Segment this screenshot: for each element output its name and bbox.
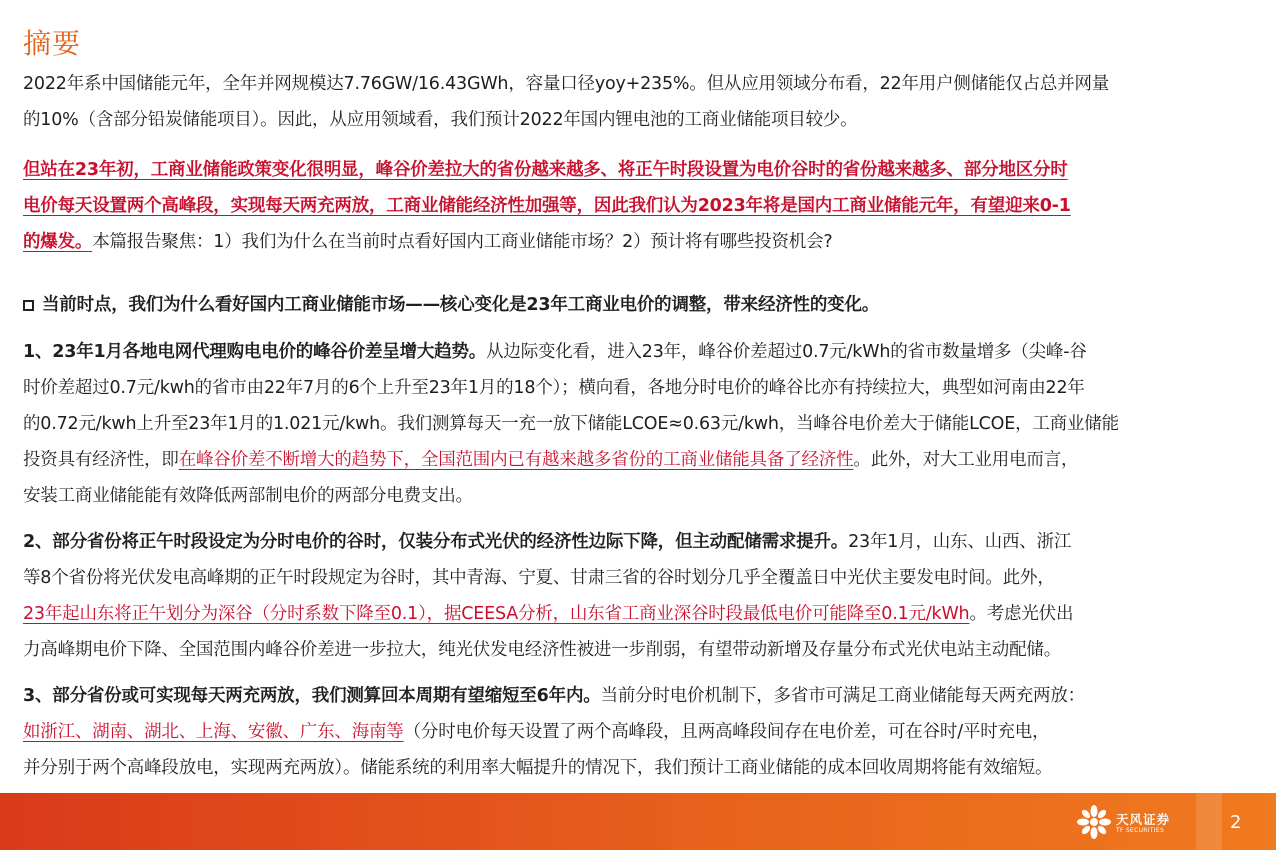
point-3-highlight: 如浙江、湖南、湖北、上海、安徽、广东、海南等 — [23, 722, 404, 742]
point-1-highlight: 在峰谷价差不断增大的趋势下，全国范围内已有越来越多省份的工商业储能具备了经济性 — [178, 450, 854, 470]
highlight-red-end: 的爆发。 — [23, 232, 93, 252]
logo-en-text: TF SECURITIES — [1116, 827, 1165, 834]
point-1-text-pre: 投资具有经济性，即 — [23, 450, 179, 470]
point-2-text-post: 。考虑光伏出 — [969, 604, 1074, 624]
point-3-line-2 — [23, 714, 1255, 750]
company-logo — [1076, 804, 1196, 842]
highlight-line-2: 电价每天设置两个高峰段，实现每天两充两放，工商业储能经济性加强等，因此我们认为2023年将是国内工商业储能元年，有望迎来0-1 — [23, 196, 1071, 216]
section-heading-text: 当前时点，我们为什么看好国内工商业储能市场——核心变化是23年工商业电价的调整，带来经济性的变化。 — [42, 295, 880, 315]
point-1-line-4 — [23, 442, 1255, 478]
page-number: 2 — [1230, 812, 1242, 833]
point-1-text: 从边际变化看，进入23年，峰谷价差超过0.7元/kWh的省市数量增多（尖峰-谷 — [486, 342, 1087, 362]
point-1-line-2: 时价差超过0.7元/kwh的省市由22年7月的6个上升至23年1月的18个）；横向看，各地分时电价的峰谷比亦有持续拉大，典型如河南由22年 — [23, 378, 1085, 398]
highlight-line-3 — [23, 224, 1255, 260]
point-3-heading: 3、部分省份或可实现每天两充两放，我们测算回本周期有望缩短至6年内。 — [23, 686, 601, 706]
point-2-line-3 — [23, 596, 1255, 632]
point-2-line-4: 力高峰期电价下降、全国范围内峰谷价差进一步拉大，纯光伏发电经济性被进一步削弱，有望带动新增及存量分布式光伏电站主动配储。 — [23, 640, 1061, 660]
point-2-highlight: 23年起山东将正午划分为深谷（分时系数下降至0.1），据CEESA分析，山东省工商业深谷时段最低电价可能降至0.1元/kWh — [23, 604, 970, 624]
point-1-line-3: 的0.72元/kwh上升至23年1月的1.021元/kwh。我们测算每天一充一放下储能LCOE≈0.63元/kwh，当峰谷电价差大于储能LCOE，工商业储能 — [23, 414, 1119, 434]
square-bullet-icon — [23, 300, 34, 311]
page-title: 摘要 — [23, 27, 82, 60]
highlight-line-1: 但站在23年初，工商业储能政策变化很明显，峰谷价差拉大的省份越来越多、将正午时段设置为电价谷时的省份越来越多、部分地区分时 — [23, 160, 1068, 180]
intro-line-1: 2022年系中国储能元年，全年并网规模达7.76GW/16.43GWh，容量口径yoy+235%。但从应用领域分布看，22年用户侧储能仅占总并网量 — [23, 74, 1110, 94]
point-3-line-3: 并分别于两个高峰段放电，实现两充两放）。储能系统的利用率大幅提升的情况下，我们预计工商业储能的成本回收周期将能有效缩短。 — [23, 758, 1053, 778]
flower-logo-icon — [1076, 804, 1112, 840]
point-1 — [23, 334, 1255, 514]
point-2-text: 23年1月，山东、山西、浙江 — [848, 532, 1072, 552]
point-2 — [23, 524, 1255, 668]
point-1-line-1 — [23, 334, 1255, 370]
report-focus-text: 本篇报告聚焦：1）我们为什么在当前时点看好国内工商业储能市场？2）预计将有哪些投资机会? — [92, 232, 833, 252]
point-1-line-5: 安装工商业储能能有效降低两部制电价的两部分电费支出。 — [23, 486, 473, 506]
point-1-text-post: 。此外，对大工业用电而言， — [853, 450, 1079, 470]
logo-cn-text: 天风证券 — [1116, 812, 1171, 827]
intro-line-2: 的10%（含部分铅炭储能项目）。因此，从应用领域看，我们预计2022年国内锂电池的工商业储能项目较少。 — [23, 110, 858, 130]
point-1-heading: 1、23年1月各地电网代理购电电价的峰谷价差呈增大趋势。 — [23, 342, 487, 362]
point-2-line-2: 等8个省份将光伏发电高峰期的正午时段规定为谷时，其中青海、宁夏、甘肃三省的谷时划分几乎全覆盖日中光伏主要发电时间。此外， — [23, 568, 1055, 588]
point-2-line-1 — [23, 524, 1255, 560]
point-3-text: 当前分时电价机制下，多省市可满足工商业储能每天两充两放： — [600, 686, 1085, 706]
page-number-box — [1196, 793, 1222, 850]
section-heading — [23, 287, 1255, 323]
point-3-text-post: （分时电价每天设置了两个高峰段，且两高峰段间存在电价差，可在谷时/平时充电， — [403, 722, 1050, 742]
intro-paragraph — [23, 66, 1255, 138]
highlight-paragraph — [23, 152, 1255, 260]
point-3-line-1 — [23, 678, 1255, 714]
point-2-heading: 2、部分省份将正午时段设定为分时电价的谷时，仅装分布式光伏的经济性边际下降，但主动配储需求提升。 — [23, 532, 849, 552]
point-3 — [23, 678, 1255, 786]
